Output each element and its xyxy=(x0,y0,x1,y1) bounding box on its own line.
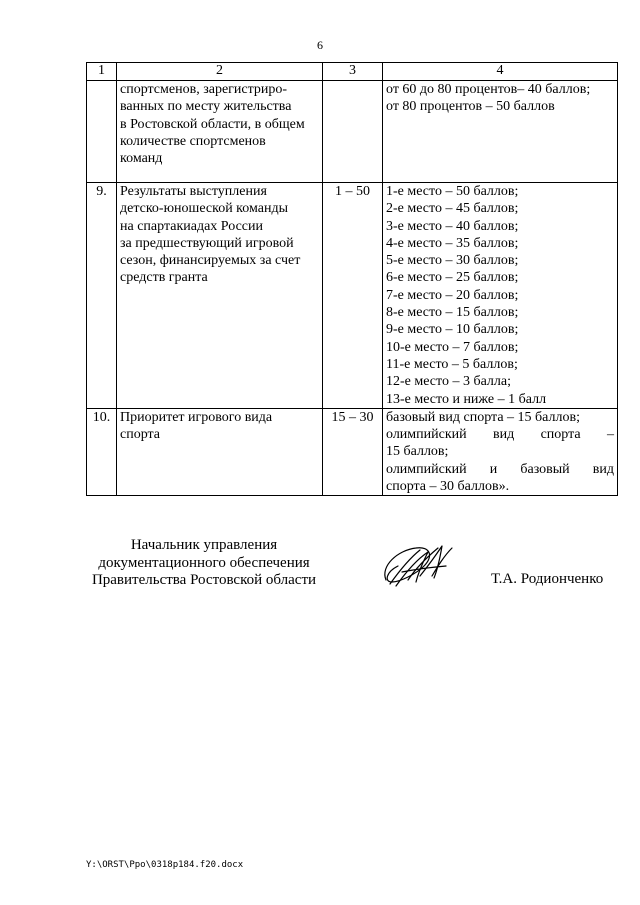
column-header-2: 2 xyxy=(117,63,323,81)
points-line: спорта – 30 баллов». xyxy=(386,479,510,495)
column-header-1: 1 xyxy=(87,63,117,81)
points-line: 10-е место – 7 баллов; xyxy=(386,339,519,355)
criterion-line: сезон, финансируемых за счет xyxy=(120,253,301,269)
page-number: 6 xyxy=(317,38,323,52)
row-number xyxy=(87,81,117,183)
points-line: 1-е место – 50 баллов; xyxy=(386,184,519,199)
criterion-cell xyxy=(117,183,323,409)
points-line: 2-е место – 45 баллов; xyxy=(386,201,519,217)
points-line: 4-е место – 35 баллов; xyxy=(386,235,519,251)
file-path-footer: Y:\ORST\Ppo\0318p184.f20.docx xyxy=(86,860,244,870)
criterion-line: Приоритет игрового вида xyxy=(120,409,273,425)
signatory-title-line: Начальник управления xyxy=(130,537,278,553)
score-range xyxy=(323,81,383,183)
criterion-line: средств гранта xyxy=(120,270,208,286)
points-line: от 80 процентов – 50 баллов xyxy=(386,99,555,115)
column-header-3: 3 xyxy=(323,63,383,81)
criteria-table xyxy=(86,62,618,496)
criterion-line: спорта xyxy=(120,427,161,443)
criterion-line: Результаты выступления xyxy=(120,184,267,199)
table-row xyxy=(87,408,618,495)
points-line: 3-е место – 40 баллов; xyxy=(386,218,519,234)
criterion-line: количестве спортсменов xyxy=(120,133,266,149)
points-line: 15 баллов; xyxy=(386,444,449,460)
points-cell xyxy=(383,81,618,183)
score-range: 15 – 30 xyxy=(323,408,383,495)
points-line: 8-е место – 15 баллов; xyxy=(386,305,519,321)
signatory-title xyxy=(88,537,320,590)
points-line: 6-е место – 25 баллов; xyxy=(386,270,519,286)
points-line: 5-е место – 30 баллов; xyxy=(386,253,519,269)
points-line: от 60 до 80 процентов– 40 баллов; xyxy=(386,82,591,97)
points-line: олимпийский и базовый вид xyxy=(386,461,614,477)
table-header-row xyxy=(87,63,618,81)
criterion-line: за предшествующий игровой xyxy=(120,235,294,251)
points-line: 12-е место – 3 балла; xyxy=(386,374,511,390)
signatory-title-line: Правительства Ростовской области xyxy=(91,572,317,588)
criterion-cell xyxy=(117,81,323,183)
criterion-line: спортсменов, зарегистриро- xyxy=(120,82,288,97)
table-row xyxy=(87,81,618,183)
signatory-name: Т.А. Родионченко xyxy=(491,571,604,587)
points-cell xyxy=(383,183,618,409)
points-line: 13-е место и ниже – 1 балл xyxy=(386,391,547,407)
criterion-line: детско-юношеской команды xyxy=(120,201,289,217)
points-line: базовый вид спорта – 15 баллов; xyxy=(386,409,580,425)
points-line: 9-е место – 10 баллов; xyxy=(386,322,519,338)
row-number: 9. xyxy=(87,183,117,409)
row-number: 10. xyxy=(87,408,117,495)
criterion-line: команд xyxy=(120,151,163,167)
column-header-4: 4 xyxy=(383,63,618,81)
criterion-line: на спартакиадах России xyxy=(120,218,263,234)
handwritten-signature xyxy=(376,536,460,601)
signatory-title-line: документационного обеспечения xyxy=(98,554,310,571)
criterion-line: в Ростовской области, в общем xyxy=(120,116,305,132)
score-range: 1 – 50 xyxy=(323,183,383,409)
points-line: 11-е место – 5 баллов; xyxy=(386,356,518,372)
criterion-cell xyxy=(117,408,323,495)
criterion-line: ванных по месту жительства xyxy=(120,99,292,115)
points-line: 7-е место – 20 баллов; xyxy=(386,287,519,303)
points-line: олимпийский вид спорта – xyxy=(386,427,614,443)
table-row xyxy=(87,183,618,409)
points-cell xyxy=(383,408,618,495)
